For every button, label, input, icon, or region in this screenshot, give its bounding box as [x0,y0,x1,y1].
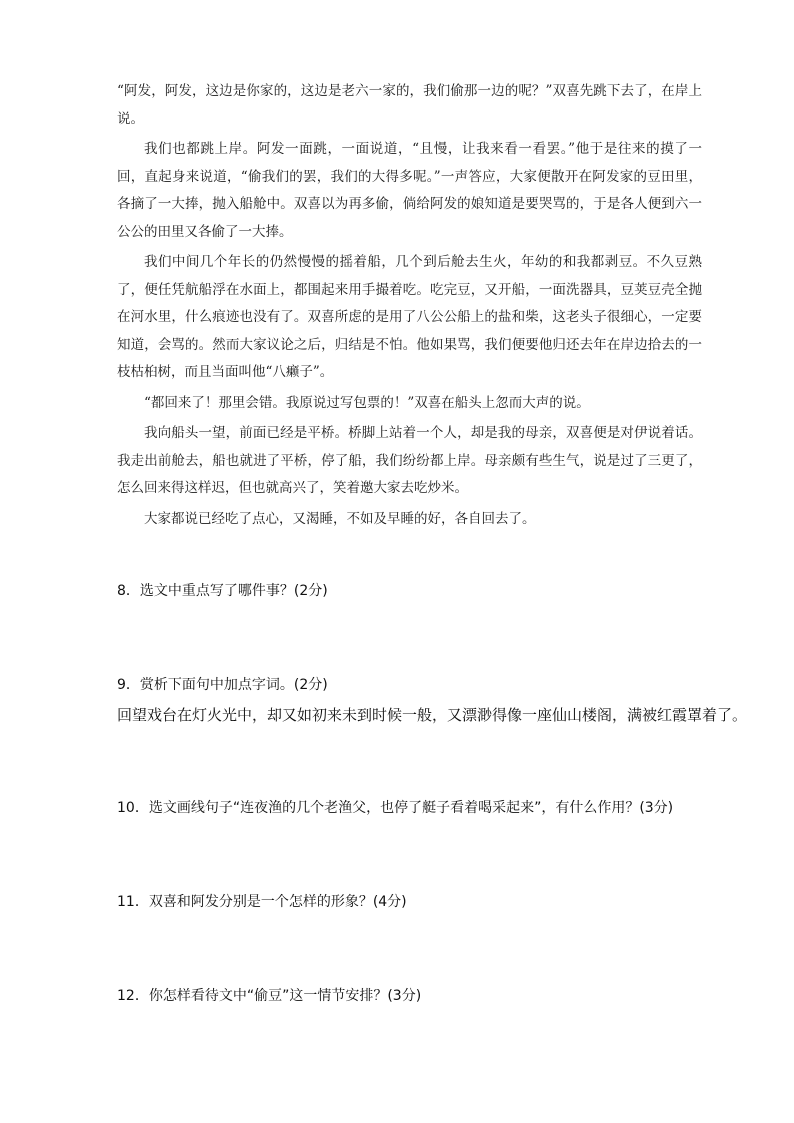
passage-paragraph-5: 我向船头一望，前面已经是平桥。桥脚上站着一个人，却是我的母亲，双喜便是对伊说着话。我走出前舱去，船也就进了平桥，停了船，我们纷纷都上岸。母亲颇有些生气，说是过了三更了，怎么回来得这样迟，但也就高兴了，笑着邀大家去吃炒米。 [117,425,702,496]
passage-paragraph-2: 我们也都跳上岸。阿发一面跳，一面说道，“且慢，让我来看一看罢。”他于是往来的摸了一回，直起身来说道，“偷我们的罢，我们的大得多呢。”一声答应，大家便散开在阿发家的豆田里，各摘了一大捧，抛入船舱中。双喜以为再多偷，倘给阿发的娘知道是要哭骂的，于是各人便到六一公公的田里又各偷了一大捧。 [117,141,702,240]
question-8: 8．选文中重点写了哪件事？(2分) [117,583,328,599]
question-9: 9．赏析下面句中加点字词。(2分) [117,677,328,693]
question-9-sentence: 回望戏台在灯火光中，却又如初来未到时候一般，又漂渺得像一座仙山楼阁，满被红霞罩着了。 [117,706,748,724]
passage-paragraph-1: “阿发，阿发，这边是你家的，这边是老六一家的，我们偷那一边的呢？”双喜先跳下去了，在岸上说。 [117,83,702,127]
question-10: 10．选文画线句子“连夜渔的几个老渔父，也停了艇子看着喝采起来”，有什么作用？(3分) [117,800,674,816]
passage-paragraph-4: “都回来了！那里会错。我原说过写包票的！”双喜在船头上忽而大声的说。 [144,394,590,411]
passage-paragraph-6: 大家都说已经吃了点心，又渴睡，不如及早睡的好，各自回去了。 [144,510,536,527]
question-12: 12．你怎样看待文中“偷豆”这一情节安排？(3分) [117,988,422,1004]
passage-paragraph-3: 我们中间几个年长的仍然慢慢的摇着船，几个到后舱去生火，年幼的和我都剥豆。不久豆熟了，便任凭航船浮在水面上，都围起来用手撮着吃。吃完豆，又开船，一面洗器具，豆荚豆壳全抛在河水里，什么痕迹也没有了。双喜所虑的是用了八公公船上的盐和柴，这老头子很细心，一定要知道，会骂的。然而大家议论之后，归结是不怕。他如果骂，我们便要他归还去年在岸边拾去的一枝枯桕树，而且当面叫他“八癞子”。 [117,254,702,380]
reading-passage [117,78,702,536]
question-11: 11．双喜和阿发分别是一个怎样的形象？(4分) [117,894,407,910]
